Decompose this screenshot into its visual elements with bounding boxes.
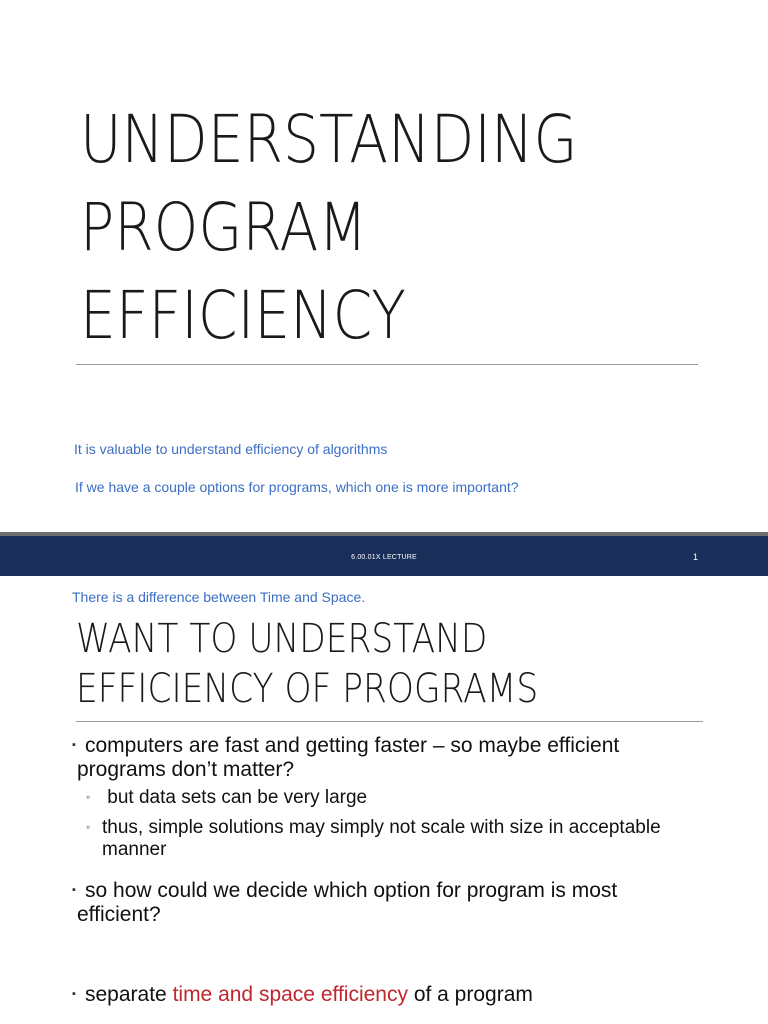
bullet-2 — [72, 878, 732, 927]
bullet-1-line-2: programs don’t matter? — [77, 758, 295, 781]
square-bullet-icon: ▪ — [72, 884, 76, 896]
slide-2-title-line-1: WANT TO UNDERSTAND — [76, 616, 488, 662]
slide-1-divider — [76, 364, 698, 365]
slide-1-title-line-2: PROGRAM — [80, 189, 368, 266]
footer-lecture-label: 6.00.01X LECTURE — [351, 554, 417, 561]
circle-bullet-icon: ◦ — [86, 820, 91, 834]
bullet-3-suffix: of a program — [407, 983, 533, 1006]
slide-1-title — [80, 96, 577, 360]
speaker-note-3: There is a difference between Time and Space. — [72, 589, 366, 605]
sub-bullet-1-line-1: but data sets can be very large — [102, 787, 368, 808]
sub-bullet-2 — [86, 816, 746, 861]
slide-1-footer — [0, 532, 768, 576]
bullet-2-line-2: efficient? — [77, 903, 161, 926]
bullet-3 — [72, 982, 732, 1007]
speaker-note-2: If we have a couple options for programs, which one is more important? — [75, 479, 519, 495]
square-bullet-icon: ▪ — [72, 988, 76, 1000]
bullet-3-prefix: separate — [85, 983, 173, 1006]
bullet-3-highlight: time and space efficiency — [172, 983, 408, 1006]
sub-bullet-2-line-1: thus, simple solutions may simply not scale with size in acceptable — [102, 817, 661, 838]
circle-bullet-icon: ◦ — [86, 790, 91, 804]
bullet-1 — [72, 733, 732, 782]
slide-2 — [0, 576, 768, 1024]
square-bullet-icon: ▪ — [72, 739, 76, 751]
slide-2-title-line-2: EFFICIENCY OF PROGRAMS — [76, 666, 539, 712]
slide-2-title — [76, 614, 538, 714]
sub-bullet-1 — [86, 786, 746, 809]
speaker-note-1: It is valuable to understand efficiency of algorithms — [74, 441, 388, 457]
slide-2-divider — [76, 721, 703, 722]
footer-page-number: 1 — [692, 552, 698, 562]
sub-bullet-2-line-2: manner — [102, 839, 167, 860]
slide-1-title-line-3: EFFICIENCY — [80, 277, 406, 354]
bullet-2-line-1: so how could we decide which option for program is most — [85, 879, 618, 902]
slide-1-title-line-1: UNDERSTANDING — [80, 101, 578, 178]
bullet-1-line-1: computers are fast and getting faster – so maybe efficient — [85, 734, 620, 757]
